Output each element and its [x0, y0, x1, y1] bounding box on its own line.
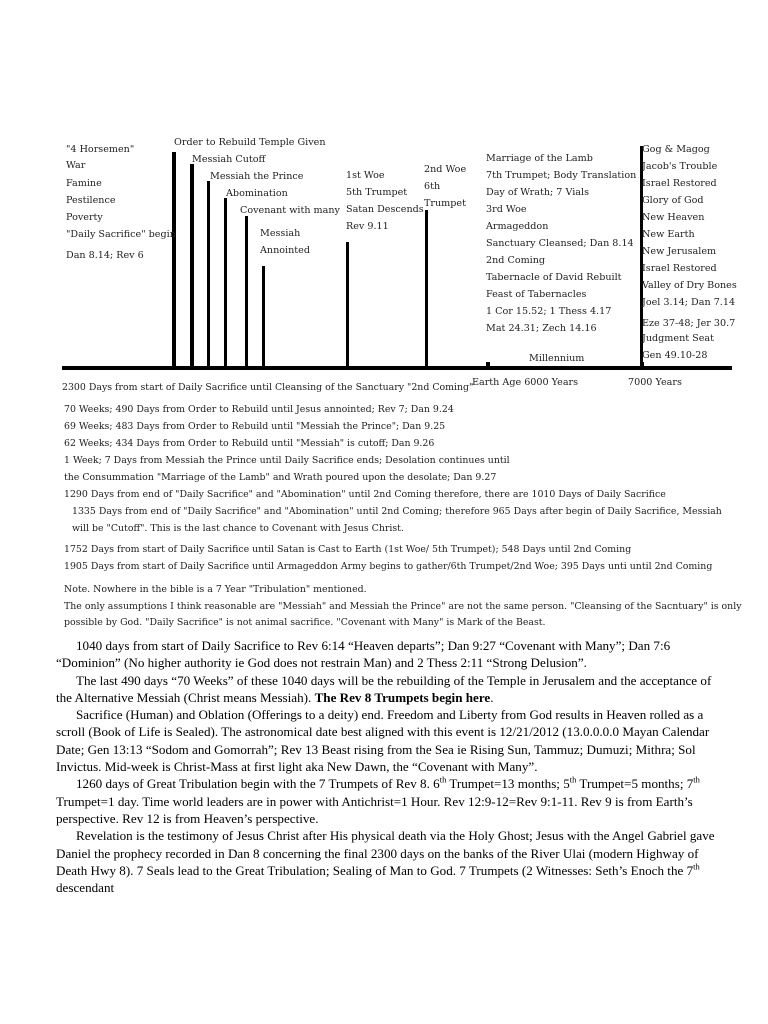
text-revelation-a: Revelation is the testimony of Jesus Christ after His physical death via the Holy Ghost; Jesus with the Angel Gabriel gave Daniel the prophecy recorded in Dan 8 concerning the final 2300 days on the banks of the River Ulai (modern Highway of Death Hwy 8). 7 Seals lead to the Great Tribulation; Sealing of Man to God. 7 Trumpets (2 Witnesses: Seth’s Enoch the 7 [56, 828, 715, 878]
label-mat-24: Mat 24.31; Zech 14.16 [486, 323, 597, 334]
label-covenant-many: Covenant with many [240, 205, 340, 216]
label-second-coming: 2nd Coming [486, 255, 546, 266]
label-1-cor: 1 Cor 15.52; 1 Thess 4.17 [486, 306, 612, 317]
note-2300-days: 2300 Days from start of Daily Sacrifice until Cleansing of the Sanctuary "2nd Coming" [62, 382, 474, 393]
paragraph-490-days [56, 672, 724, 707]
bar-covenant [245, 216, 248, 368]
label-joel: Joel 3.14; Dan 7.14 [642, 297, 736, 308]
label-horsemen: "4 Horsemen" [66, 144, 135, 155]
text-1260-a: 1260 days of Great Tribulation begin with the 7 Trumpets of Rev 8. 6 [76, 776, 440, 792]
label-tabernacle-david: Tabernacle of David Rebuilt [486, 272, 622, 283]
note-1-week: 1 Week; 7 Days from Messiah the Prince until Daily Sacrifice ends; Desolation continues until [64, 455, 510, 466]
label-second-woe: 2nd Woe [424, 164, 467, 175]
label-trumpet: Trumpet [424, 198, 466, 209]
label-7000-years: 7000 Years [628, 377, 682, 388]
label-israel-restored-2: Israel Restored [642, 263, 717, 274]
note-1905-days: 1905 Days from start of Daily Sacrifice until Armageddon Army begins to gather/6th Trumpet/2nd Woe; 395 Days unti until 2nd Coming [64, 561, 713, 572]
paragraph-revelation [56, 827, 724, 896]
paragraph-1260-days [56, 775, 724, 827]
label-war: War [66, 160, 86, 171]
label-seventh-trumpet: 7th Trumpet; Body Translation [486, 170, 637, 181]
sup-th-3: th [693, 775, 700, 786]
label-annointed: Annointed [260, 245, 310, 256]
label-poverty: Poverty [66, 212, 103, 223]
label-valley-dry-bones: Valley of Dry Bones [642, 280, 737, 291]
label-new-earth: New Earth [642, 229, 695, 240]
label-daily-sacrifice-begin: "Daily Sacrifice" begin [66, 229, 176, 240]
label-messiah: Messiah [260, 228, 301, 239]
axis-tick-earth-age [486, 362, 490, 368]
label-sanctuary-cleansed: Sanctuary Cleansed; Dan 8.14 [486, 238, 634, 249]
label-first-woe: 1st Woe [346, 170, 385, 181]
text-revelation-b: descendant [56, 880, 115, 896]
text-1260-b: Trumpet=13 months; 5 [446, 776, 570, 792]
label-satan-descends: Satan Descends [346, 204, 424, 215]
bar-second-woe [425, 210, 428, 368]
label-marriage-lamb: Marriage of the Lamb [486, 153, 593, 164]
label-new-jerusalem: New Jerusalem [642, 246, 717, 257]
sup-th-1: th [439, 775, 447, 786]
label-earth-age: Earth Age 6000 Years [472, 377, 579, 388]
note-1290-days: 1290 Days from end of "Daily Sacrifice" and "Abomination" until 2nd Coming therefore, there are 1010 Days of Daily Sacrifice [64, 489, 666, 500]
body-text [56, 637, 724, 896]
note-1752-days: 1752 Days from start of Daily Sacrifice until Satan is Cast to Earth (1st Woe/ 5th Trumpet); 548 Days until 2nd Coming [64, 544, 632, 555]
paragraph-1040-days: 1040 days from start of Daily Sacrifice to Rev 6:14 “Heaven departs”; Dan 9:27 “Covenant with Many”; Dan 7:6 “Dominion” (No higher authority ie God does not restrain Man) and 2 Thess 2:11 “Strong Delusion”. [56, 638, 671, 671]
bar-abomination [224, 198, 227, 368]
label-famine: Famine [66, 178, 102, 189]
label-dan-8-14-rev-6: Dan 8.14; Rev 6 [66, 250, 144, 261]
rev8-trumpets-bold: The Rev 8 Trumpets begin here [314, 689, 491, 705]
label-rev-9-11: Rev 9.11 [346, 221, 389, 232]
label-third-woe: 3rd Woe [486, 204, 527, 215]
label-gen-49: Gen 49.10-28 [642, 350, 708, 361]
label-abomination: Abomination [226, 188, 288, 199]
label-messiah-cutoff: Messiah Cutoff [192, 154, 266, 165]
paragraph-490-days-text: The last 490 days “70 Weeks” of these 1040 days will be the rebuilding of the Temple in Jerusalem and the acceptance of the Alternative Messiah (Christ means Messiah). [56, 672, 712, 705]
bar-messiah-prince [207, 181, 210, 368]
note-69-weeks: 69 Weeks; 483 Days from Order to Rebuild until "Messiah the Prince"; Dan 9.25 [64, 421, 446, 432]
paragraph-sacrifice: Sacrifice (Human) and Oblation (Offerings to a deity) end. Freedom and Liberty from God results in Heaven rolled as a scroll (Book of Life is Sealed). The astronomical date best aligned with this event is 12/21/2012 (13.0.0.0.0 Mayan Calendar Date; Gen 13:13 “Sodom and Gomorrah”; Rev 13 Beast rising from the Sea ie Rising Sun, Tammuz; Dumuzi; Mithra; Sol Invictus. Mid-week is Christ-Mass at first light aka New Dawn, the “Covenant with Many”. [56, 707, 710, 775]
text-1260-c: Trumpet=5 months; 7 [576, 776, 694, 792]
bar-messiah-cutoff [190, 164, 194, 368]
label-jacobs-trouble: Jacob's Trouble [642, 161, 718, 172]
label-new-heaven: New Heaven [642, 212, 705, 223]
label-judgment-seat: Judgment Seat [642, 333, 714, 344]
label-glory-of-god: Glory of God [642, 195, 704, 206]
label-feast-tabernacles: Feast of Tabernacles [486, 289, 587, 300]
bar-messiah-anointed [262, 266, 265, 368]
label-messiah-prince: Messiah the Prince [210, 171, 304, 182]
label-gog-magog: Gog & Magog [642, 144, 710, 155]
text-1260-d: Trumpet=1 day. Time world leaders are in power with Antichrist=1 Hour. Rev 12:9-12=Rev 9:1-11. Rev 9 is from Earth’s perspective. Rev 12 is from Heaven’s perspective. [56, 793, 693, 826]
note-possible-by-god: possible by God. "Daily Sacrifice" is not animal sacrifice. "Covenant with Many" is Mark of the Beast. [64, 617, 546, 628]
label-order-rebuild: Order to Rebuild Temple Given [174, 137, 326, 148]
note-no-7-year: Note. Nowhere in the bible is a 7 Year "Tribulation" mentioned. [64, 584, 367, 595]
bar-order-rebuild [172, 152, 176, 368]
bar-first-woe [346, 242, 349, 368]
note-assumptions: The only assumptions I think reasonable are "Messiah" and Messiah the Prince" are not the same person. "Cleansing of the Sacntuary" is only [64, 601, 742, 612]
label-day-of-wrath: Day of Wrath; 7 Vials [486, 187, 590, 198]
paragraph-490-days-end: . [490, 689, 494, 705]
label-millennium: Millennium [529, 353, 585, 364]
note-cutoff: will be "Cutoff". This is the last chance to Covenant with Jesus Christ. [72, 523, 404, 534]
note-62-weeks: 62 Weeks; 434 Days from Order to Rebuild until "Messiah" is cutoff; Dan 9.26 [64, 438, 435, 449]
label-armageddon: Armageddon [486, 221, 549, 232]
label-sixth: 6th [424, 181, 441, 192]
label-fifth-trumpet: 5th Trumpet [346, 187, 408, 198]
note-70-weeks: 70 Weeks; 490 Days from Order to Rebuild until Jesus annointed; Rev 7; Dan 9.24 [64, 404, 454, 415]
sup-th-4: th [693, 861, 700, 872]
note-1335-days: 1335 Days from end of "Daily Sacrifice" and "Abomination" until 2nd Coming; therefore 965 Days after begin of Daily Sacrifice, Messiah [72, 506, 722, 517]
label-pestilence: Pestilence [66, 195, 116, 206]
sup-th-2: th [569, 775, 577, 786]
label-eze: Eze 37-48; Jer 30.7 [642, 318, 736, 329]
label-israel-restored-1: Israel Restored [642, 178, 717, 189]
note-consummation: the Consummation "Marriage of the Lamb" and Wrath poured upon the desolate; Dan 9.27 [64, 472, 497, 483]
timeline-axis [62, 366, 732, 370]
